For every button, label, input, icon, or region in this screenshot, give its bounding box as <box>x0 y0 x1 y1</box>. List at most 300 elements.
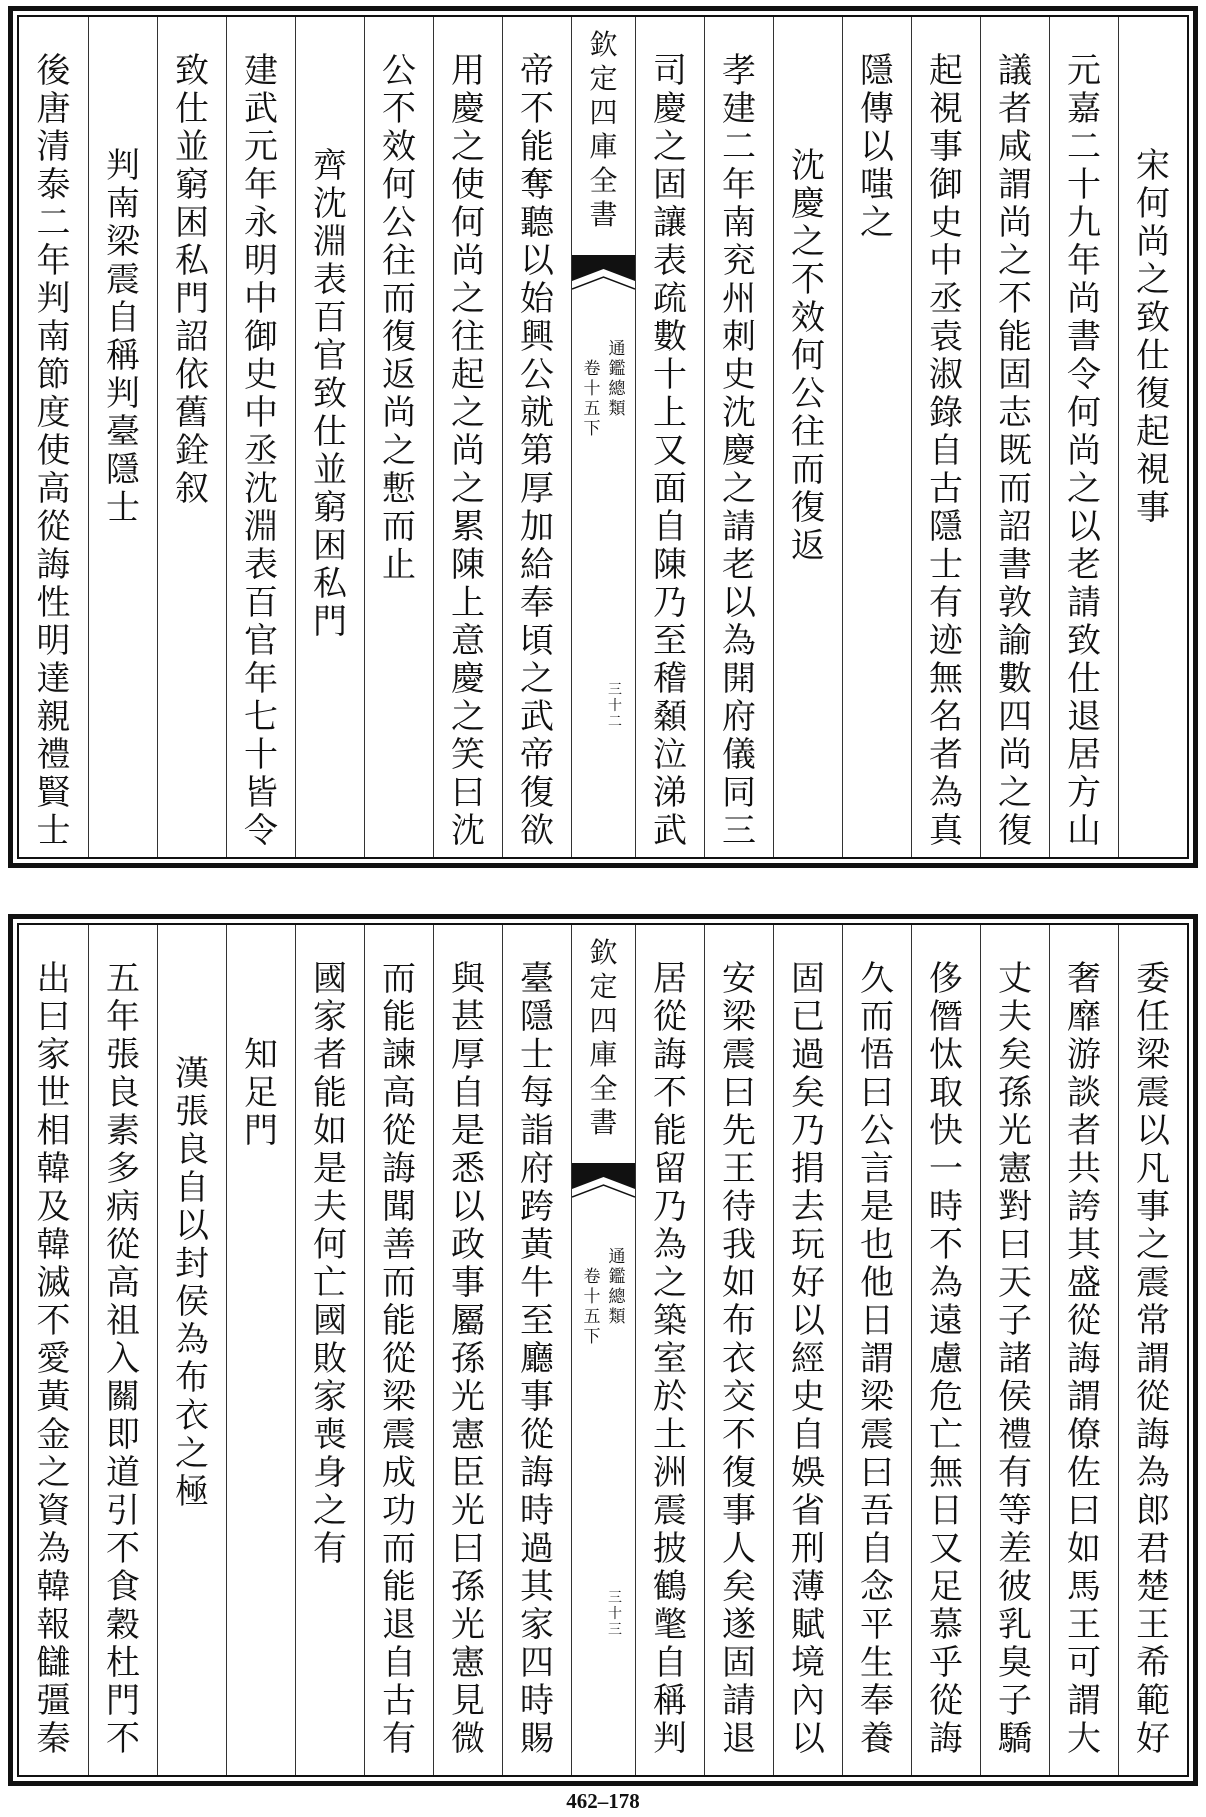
character: 能 <box>998 319 1032 356</box>
character: 公 <box>382 53 416 90</box>
character: 府 <box>520 1151 554 1188</box>
column-text <box>1119 961 1187 1759</box>
character: 事 <box>451 1265 485 1302</box>
character: 境 <box>791 1645 825 1682</box>
character: 高 <box>36 471 71 508</box>
character: 引 <box>106 1493 140 1530</box>
character: 窮 <box>175 167 209 204</box>
character: 震 <box>860 1417 894 1454</box>
character: 從 <box>106 1227 140 1264</box>
character: 不 <box>36 1303 71 1340</box>
character: 不 <box>382 91 416 128</box>
character: 自 <box>653 509 687 546</box>
character: 危 <box>929 1379 963 1416</box>
character: 依 <box>175 357 209 394</box>
character: 五 <box>583 1307 601 1326</box>
character: 事 <box>1136 490 1170 527</box>
character: 泣 <box>653 737 687 774</box>
character: 披 <box>653 1531 687 1568</box>
fishtail-mark <box>572 1163 635 1203</box>
text-column <box>635 17 704 857</box>
running-head <box>572 29 635 233</box>
character: 衣 <box>722 1341 756 1378</box>
character: 梁 <box>1136 1037 1170 1074</box>
character: 盛 <box>1067 1265 1101 1302</box>
character: 泰 <box>36 167 71 204</box>
character: 沈 <box>791 148 825 185</box>
character: 子 <box>998 1683 1032 1720</box>
text-column <box>842 17 911 857</box>
character: 尚 <box>998 205 1032 242</box>
character: 厚 <box>520 471 554 508</box>
character: 薄 <box>791 1569 825 1606</box>
character: 誨 <box>382 1151 416 1188</box>
character: 致 <box>1067 623 1101 660</box>
column-text <box>503 53 571 851</box>
character: 誨 <box>929 1721 963 1758</box>
character: 禮 <box>998 1417 1032 1454</box>
character: 事 <box>929 129 963 166</box>
character: 起 <box>1136 414 1170 451</box>
character: 詔 <box>175 319 209 356</box>
character: 厚 <box>451 1037 485 1074</box>
character: 沈 <box>451 813 485 850</box>
text-column <box>704 925 773 1775</box>
character: 玩 <box>791 1227 825 1264</box>
heading-column <box>88 17 157 857</box>
character: 老 <box>722 547 756 584</box>
character: 復 <box>998 813 1032 850</box>
character: 從 <box>36 509 71 546</box>
character: 十 <box>608 699 622 714</box>
character: 令 <box>1067 357 1101 394</box>
character: 家 <box>520 1607 554 1644</box>
character: 御 <box>244 319 278 356</box>
character: 私 <box>313 566 347 603</box>
character: 氅 <box>653 1607 687 1644</box>
character: 他 <box>860 1265 894 1302</box>
character: 面 <box>653 471 687 508</box>
character: 韓 <box>36 1569 71 1606</box>
character: 開 <box>722 661 756 698</box>
character: 曰 <box>36 999 71 1036</box>
character: 中 <box>244 395 278 432</box>
character: 乃 <box>791 1113 825 1150</box>
top-page <box>8 6 1198 868</box>
character: 日 <box>860 1303 894 1340</box>
character: 即 <box>106 1417 140 1454</box>
character: 二 <box>1067 129 1101 166</box>
character: 相 <box>36 1113 71 1150</box>
character: 袁 <box>929 319 963 356</box>
character: 之 <box>175 1436 209 1473</box>
character: 憲 <box>451 1645 485 1682</box>
column-text <box>503 961 571 1759</box>
character: 道 <box>106 1455 140 1492</box>
heading-column <box>773 17 842 857</box>
character: 可 <box>1067 1645 1101 1682</box>
character: 時 <box>929 1189 963 1226</box>
character: 能 <box>653 1113 687 1150</box>
character: 鑑 <box>608 359 626 378</box>
character: 表 <box>244 547 278 584</box>
character: 年 <box>244 661 278 698</box>
character: 每 <box>520 1075 554 1112</box>
character: 屬 <box>451 1303 485 1340</box>
character: 乎 <box>929 1645 963 1682</box>
character: 涕 <box>653 775 687 812</box>
character: 諸 <box>998 1341 1032 1378</box>
column-text <box>227 53 295 851</box>
character: 廳 <box>520 1341 554 1378</box>
character: 夫 <box>313 1189 347 1226</box>
character: 微 <box>451 1721 485 1758</box>
character: 丞 <box>244 433 278 470</box>
column-text <box>774 961 842 1759</box>
text-column <box>980 17 1049 857</box>
character: 卷 <box>583 359 601 378</box>
character: 者 <box>1067 1113 1101 1150</box>
character: 頃 <box>520 623 554 660</box>
character: 事 <box>1136 1189 1170 1226</box>
character: 委 <box>1136 961 1170 998</box>
character: 困 <box>175 205 209 242</box>
character: 久 <box>860 961 894 998</box>
character: 憲 <box>998 1151 1032 1188</box>
character: 武 <box>520 699 554 736</box>
character: 政 <box>451 1227 485 1264</box>
character: 差 <box>998 1531 1032 1568</box>
character: 九 <box>1067 205 1101 242</box>
character: 自 <box>929 433 963 470</box>
character: 欽 <box>589 30 618 61</box>
character: 止 <box>382 547 416 584</box>
character: 全 <box>589 166 618 197</box>
character: 其 <box>520 1569 554 1606</box>
column-text <box>227 1037 295 1151</box>
character: 讓 <box>653 205 687 242</box>
character: 年 <box>36 243 71 280</box>
character: 志 <box>998 395 1032 432</box>
character: 孫 <box>451 1341 485 1378</box>
character: 無 <box>929 1455 963 1492</box>
character: 四 <box>589 1006 618 1037</box>
character: 光 <box>451 1493 485 1530</box>
character: 年 <box>106 999 140 1036</box>
character: 國 <box>313 1303 347 1340</box>
character: 也 <box>860 1227 894 1264</box>
character: 金 <box>36 1417 71 1454</box>
character: 十 <box>1067 167 1101 204</box>
character: 韓 <box>36 1151 71 1188</box>
character: 何 <box>382 167 416 204</box>
page-number <box>605 1591 625 1639</box>
character: 以 <box>860 129 894 166</box>
character: 不 <box>106 1531 140 1568</box>
character: 達 <box>36 661 71 698</box>
character: 表 <box>653 243 687 280</box>
character: 士 <box>520 1037 554 1074</box>
character: 士 <box>36 813 71 850</box>
character: 書 <box>1067 319 1101 356</box>
character: 十 <box>583 1287 601 1306</box>
character: 隱 <box>860 53 894 90</box>
character: 始 <box>520 281 554 318</box>
character: 謂 <box>1067 1379 1101 1416</box>
character: 四 <box>589 98 618 129</box>
character: 使 <box>451 167 485 204</box>
fishtail-mark <box>572 255 635 295</box>
character: 過 <box>520 1531 554 1568</box>
character: 判 <box>106 148 140 185</box>
text-column <box>502 17 571 857</box>
character: 而 <box>860 999 894 1036</box>
text-column <box>19 925 88 1775</box>
character: 布 <box>175 1360 209 1397</box>
character: 慶 <box>451 91 485 128</box>
character: 能 <box>382 1303 416 1340</box>
character: 丈 <box>998 961 1032 998</box>
column-text <box>89 961 157 1759</box>
character: 遂 <box>722 1607 756 1644</box>
character: 史 <box>791 1379 825 1416</box>
character: 以 <box>1136 1113 1170 1150</box>
character: 令 <box>244 813 278 850</box>
column-text <box>1119 148 1187 528</box>
column-text <box>19 53 88 851</box>
character: 定 <box>589 64 618 95</box>
character: 曰 <box>722 1075 756 1112</box>
volume-label <box>580 359 604 439</box>
character: 上 <box>451 585 485 622</box>
character: 侯 <box>175 1284 209 1321</box>
character: 奉 <box>520 585 554 622</box>
character: 先 <box>722 1113 756 1150</box>
character: 請 <box>1067 585 1101 622</box>
character: 震 <box>106 262 140 299</box>
character: 封 <box>175 1246 209 1283</box>
character: 從 <box>653 999 687 1036</box>
character: 沈 <box>313 186 347 223</box>
character: 矣 <box>998 1037 1032 1074</box>
character: 諫 <box>382 1037 416 1074</box>
character: 嗤 <box>860 167 894 204</box>
character: 之 <box>653 1265 687 1302</box>
column-text <box>705 53 773 851</box>
character: 私 <box>175 243 209 280</box>
character: 沈 <box>244 471 278 508</box>
character: 不 <box>929 1227 963 1264</box>
character: 是 <box>313 1151 347 1188</box>
text-column <box>980 925 1049 1775</box>
character: 鶴 <box>653 1569 687 1606</box>
text-column <box>635 925 704 1775</box>
character: 四 <box>998 699 1032 736</box>
character: 喪 <box>313 1417 347 1454</box>
character: 是 <box>860 1189 894 1226</box>
character: 從 <box>1136 1379 1170 1416</box>
character: 極 <box>175 1474 209 1511</box>
character: 乃 <box>653 1189 687 1226</box>
character: 國 <box>313 961 347 998</box>
column-text <box>843 961 911 1759</box>
character: 已 <box>791 999 825 1036</box>
character: 何 <box>791 338 825 375</box>
character: 御 <box>929 167 963 204</box>
character: 如 <box>313 1113 347 1150</box>
character: 之 <box>653 129 687 166</box>
character: 慙 <box>382 471 416 508</box>
character: 刑 <box>791 1531 825 1568</box>
character: 庫 <box>589 1040 618 1071</box>
character: 臣 <box>451 1455 485 1492</box>
character: 光 <box>451 1379 485 1416</box>
character: 之 <box>998 775 1032 812</box>
character: 一 <box>929 1151 963 1188</box>
character: 足 <box>929 1569 963 1606</box>
character: 是 <box>451 1113 485 1150</box>
text-column <box>704 17 773 857</box>
character: 叙 <box>175 471 209 508</box>
character: 宋 <box>1136 148 1170 185</box>
character: 古 <box>929 471 963 508</box>
character: 士 <box>929 547 963 584</box>
volume-label <box>580 1267 604 1347</box>
character: 見 <box>451 1683 485 1720</box>
character: 何 <box>451 205 485 242</box>
text-column <box>1118 925 1187 1775</box>
character: 高 <box>382 1075 416 1112</box>
character: 錄 <box>929 395 963 432</box>
character: 去 <box>791 1189 825 1226</box>
character: 捐 <box>791 1151 825 1188</box>
character: 士 <box>106 490 140 527</box>
character: 起 <box>451 357 485 394</box>
character: 定 <box>589 972 618 1003</box>
character: 僭 <box>929 999 963 1036</box>
character: 仕 <box>1136 338 1170 375</box>
character: 既 <box>998 433 1032 470</box>
character: 百 <box>313 300 347 337</box>
character: 而 <box>382 1265 416 1302</box>
character: 判 <box>653 1721 687 1758</box>
book-title <box>605 339 629 419</box>
character: 仕 <box>313 414 347 451</box>
running-head <box>572 937 635 1141</box>
character: 之 <box>451 129 485 166</box>
character: 何 <box>313 1227 347 1264</box>
character: 足 <box>244 1075 278 1112</box>
character: 之 <box>451 395 485 432</box>
character: 震 <box>653 1493 687 1530</box>
character: 南 <box>722 205 756 242</box>
character: 以 <box>520 243 554 280</box>
character: 家 <box>313 1379 347 1416</box>
character: 以 <box>451 1189 485 1226</box>
character: 衣 <box>175 1398 209 1435</box>
character: 築 <box>653 1303 687 1340</box>
character: 家 <box>313 999 347 1036</box>
character: 復 <box>520 775 554 812</box>
character: 快 <box>929 1113 963 1150</box>
character: 曰 <box>451 775 485 812</box>
character: 之 <box>998 243 1032 280</box>
character: 以 <box>791 1303 825 1340</box>
character: 時 <box>520 1493 554 1530</box>
character: 黃 <box>36 1379 71 1416</box>
character: 二 <box>608 715 622 730</box>
character: 杜 <box>106 1645 140 1682</box>
character: 能 <box>382 999 416 1036</box>
character: 州 <box>722 281 756 318</box>
center-margin-strip <box>571 925 635 1775</box>
character: 謂 <box>860 1341 894 1378</box>
character: 牛 <box>520 1265 554 1302</box>
character: 公 <box>791 376 825 413</box>
character: 至 <box>520 1303 554 1340</box>
character: 如 <box>1067 1531 1101 1568</box>
character: 悉 <box>451 1151 485 1188</box>
character: 數 <box>998 661 1032 698</box>
character: 復 <box>382 319 416 356</box>
character: 效 <box>791 300 825 337</box>
character: 世 <box>36 1075 71 1112</box>
character: 不 <box>520 91 554 128</box>
character: 夫 <box>998 999 1032 1036</box>
character: 疏 <box>653 281 687 318</box>
character: 如 <box>722 1265 756 1302</box>
character: 後 <box>36 53 71 90</box>
character: 判 <box>106 376 140 413</box>
character: 謂 <box>998 167 1032 204</box>
page-reference: 462–178 <box>566 1789 640 1813</box>
character: 復 <box>791 490 825 527</box>
character: 者 <box>929 737 963 774</box>
character: 三 <box>608 1591 622 1606</box>
character: 誨 <box>36 547 71 584</box>
character: 仕 <box>1067 661 1101 698</box>
character: 梁 <box>106 224 140 261</box>
character: 我 <box>722 1227 756 1264</box>
character: 史 <box>722 357 756 394</box>
character: 中 <box>244 281 278 318</box>
character: 震 <box>1136 1075 1170 1112</box>
character: 念 <box>860 1569 894 1606</box>
character: 府 <box>722 699 756 736</box>
character: 家 <box>36 1037 71 1074</box>
character: 意 <box>451 623 485 660</box>
character: 隱 <box>520 999 554 1036</box>
character: 悟 <box>860 1037 894 1074</box>
character: 山 <box>1067 813 1101 850</box>
character: 之 <box>451 699 485 736</box>
character: 慮 <box>929 1341 963 1378</box>
character: 以 <box>1067 509 1101 546</box>
character: 十 <box>608 1607 622 1622</box>
character: 元 <box>1067 53 1101 90</box>
column-text <box>19 961 88 1759</box>
character: 之 <box>1067 471 1101 508</box>
character: 謂 <box>1136 1341 1170 1378</box>
text-column <box>911 17 980 857</box>
column-text <box>636 961 704 1759</box>
character: 建 <box>722 91 756 128</box>
character: 仕 <box>175 91 209 128</box>
character: 成 <box>382 1455 416 1492</box>
character: 而 <box>382 281 416 318</box>
character: 報 <box>36 1607 71 1644</box>
character: 安 <box>722 961 756 998</box>
